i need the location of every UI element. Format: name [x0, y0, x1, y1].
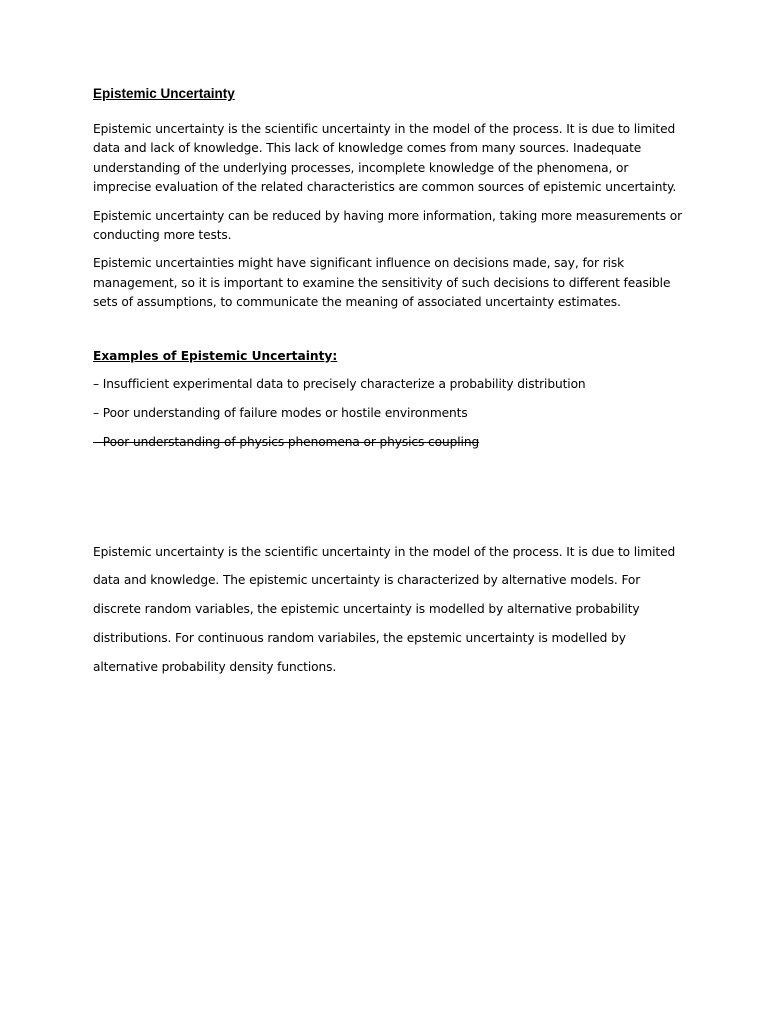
- document-page: [93, 84, 683, 691]
- examples-list: [93, 375, 683, 452]
- intro-paragraph: Epistemic uncertainty is the scientific uncertainty in the model of the process. It is due to limited data and lack of knowledge. This lack of knowledge comes from many sources. Inadequate understanding of the underlying processes, incomplete knowledge of the phenomena, or imprecise evaluation of the related characteristics are common sources of epistemic uncertainty.: [93, 122, 677, 195]
- example-item-struck: – Poor understanding of physics phenomena or physics coupling: [93, 434, 480, 449]
- example-item: – Poor understanding of failure modes or hostile environments: [93, 405, 468, 420]
- influence-paragraph: Epistemic uncertainties might have significant influence on decisions made, say, for risk management, so it is important to examine the sensitivity of such decisions to different feasible sets of assumptions, to communicate the meaning of associated uncertainty estimates.: [93, 256, 671, 310]
- example-item: – Insufficient experimental data to precisely characterize a probability distribution: [93, 376, 586, 391]
- examples-heading: Examples of Epistemic Uncertainty:: [93, 348, 338, 363]
- closing-paragraph: Epistemic uncertainty is the scientific uncertainty in the model of the process. It is due to limited data and knowledge. The epistemic uncertainty is characterized by alternative models. For discrete random variables, the epistemic uncertainty is modelled by alternative probability distributions. For continuous random variabiles, the epstemic uncertainty is modelled by alternative probability density functions.: [93, 544, 676, 674]
- reduction-paragraph: Epistemic uncertainty can be reduced by having more information, taking more measurements or conducting more tests.: [93, 208, 683, 243]
- document-title: Epistemic Uncertainty: [93, 86, 235, 101]
